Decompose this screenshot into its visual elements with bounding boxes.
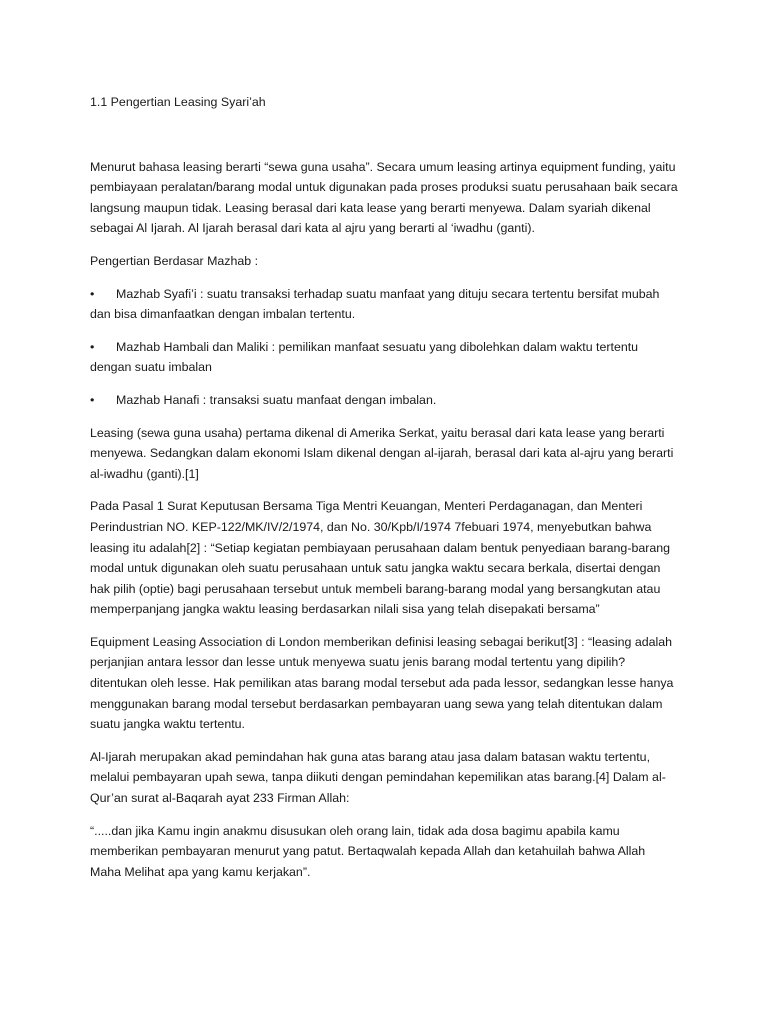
bullet-item-hambali-maliki [90, 337, 678, 378]
bullet-marker: • [90, 339, 95, 354]
paragraph-ijarah-definition: Al-Ijarah merupakan akad pemindahan hak guna atas barang atau jasa dalam batasan waktu tertentu, melalui pembayaran upah sewa, tanpa diikuti dengan pemindahan kepemilikan atas barang.[4] Dalam al-Qur’an surat al-Baqarah ayat 233 Firman Allah: [90, 749, 666, 806]
bullet-marker: • [90, 286, 95, 301]
paragraph-quran-quote: “.....dan jika Kamu ingin anakmu disusukan oleh orang lain, tidak ada dosa bagimu apabila kamu memberikan pembayaran menurut yang patut. Bertaqwalah kepada Allah dan ketahuilah bahwa Allah Maha Melihat apa yang kamu kerjakan”. [90, 823, 646, 879]
bullet-item-hanafi [90, 390, 678, 411]
paragraph-mazhab-intro: Pengertian Berdasar Mazhab : [90, 253, 259, 268]
bullet-text: Mazhab Hanafi : transaksi suatu manfaat dengan imbalan. [116, 392, 437, 407]
document-body [90, 92, 678, 894]
paragraph-ela-definition: Equipment Leasing Association di London memberikan definisi leasing sebagai berikut[3] : “leasing adalah perjanjian antara lessor dan lesse untuk menyewa suatu jenis barang modal tertentu yang dipilih? ditentukan oleh lesse. Hak pemilikan atas barang modal tersebut ada pada lessor, sedangkan lesse hanya menggunakan barang modal tersebut berdasarkan pembayaran uang sewa yang telah ditentukan dalam suatu jangka waktu tertentu. [90, 634, 674, 732]
bullet-text: Mazhab Syafi’i : suatu transaksi terhadap suatu manfaat yang dituju secara tertentu bersifat mubah dan bisa dimanfaatkan dengan imbalan tertentu. [90, 286, 660, 322]
paragraph-definition: Menurut bahasa leasing berarti “sewa guna usaha”. Secara umum leasing artinya equipment funding, yaitu pembiayaan peralatan/barang modal untuk digunakan pada proses produksi suatu perusahaan baik secara langsung maupun tidak. Leasing berasal dari kata lease yang berarti menyewa. Dalam syariah dikenal sebagai Al Ijarah. Al Ijarah berasal dari kata al ajru yang berarti al ‘iwadhu (ganti). [90, 159, 678, 236]
bullet-text: Mazhab Hambali dan Maliki : pemilikan manfaat sesuatu yang dibolehkan dalam waktu tertentu dengan suatu imbalan [90, 339, 639, 375]
paragraph-leasing-origin: Leasing (sewa guna usaha) pertama dikenal di Amerika Serkat, yaitu berasal dari kata lease yang berarti menyewa. Sedangkan dalam ekonomi Islam dikenal dengan al-ijarah, berasal dari kata al-ajru yang berarti al-iwadhu (ganti).[1] [90, 425, 674, 481]
paragraph-skb-definition: Pada Pasal 1 Surat Keputusan Bersama Tiga Mentri Keuangan, Menteri Perdaganagan, dan Menteri Perindustrian NO. KEP-122/MK/IV/2/1974, dan No. 30/Kpb/I/1974 7febuari 1974, menyebutkan bahwa leasing itu adalah[2] : “Setiap kegiatan pembiayaan perusahaan dalam bentuk penyediaan barang-barang modal untuk digunakan oleh suatu perusahaan untuk satu jangka waktu secara berkala, disertai dengan hak pilih (optie) bagi perusahaan tersebut untuk membeli barang-barang modal yang bersangkutan atau memperpanjang jangka waktu leasing berdasarkan nilali sisa yang telah disepakati bersama” [90, 499, 671, 617]
bullet-item-syafii [90, 284, 678, 325]
bullet-marker: • [90, 392, 95, 407]
section-heading: 1.1 Pengertian Leasing Syari’ah [90, 95, 266, 109]
